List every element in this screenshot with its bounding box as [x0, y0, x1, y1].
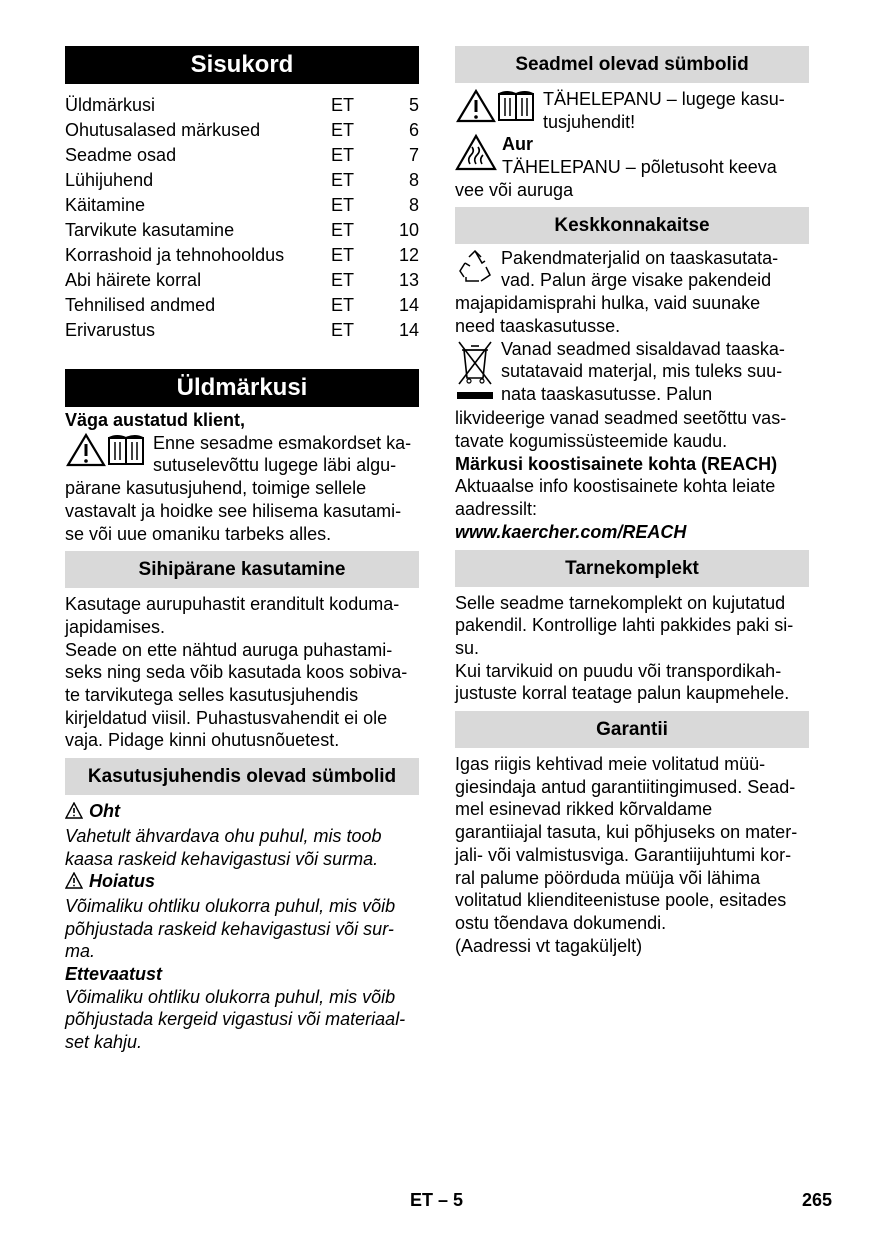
- toc-entry-page: 13: [398, 270, 419, 290]
- toc-entry-lang: ET: [331, 270, 355, 290]
- scope-line: su.: [455, 637, 480, 658]
- caution-line: põhjustada kergeid vigastusi või materiaal-: [65, 1009, 406, 1030]
- packaging-line: majapidamisprahi hulka, vaid suunake: [455, 293, 761, 314]
- footer-page-in-section: – 5: [438, 1190, 464, 1210]
- steam-label: Aur: [502, 134, 533, 155]
- caution-line: set kahju.: [65, 1032, 143, 1053]
- read-manual-line: TÄHELEPANU – lugege kasu-: [543, 89, 785, 109]
- warranty-text: [455, 753, 809, 957]
- toc-entry-lang: ET: [331, 295, 355, 315]
- toc-row[interactable]: [65, 143, 419, 168]
- greeting: Väga austatud klient,: [65, 410, 246, 430]
- toc-entry-lang: ET: [331, 220, 355, 240]
- packaging-line: Pakendmaterjalid on taaskasutata-: [501, 247, 779, 268]
- warranty-line: (Aadressi vt tagaküljelt): [455, 935, 643, 956]
- toc-entry-page: 10: [398, 220, 419, 240]
- warranty-line: volitatud klienditeenistuse poole, esitades: [455, 890, 787, 911]
- crossed-out-bin-icon: [455, 338, 495, 408]
- footer-section-page: [410, 1189, 463, 1212]
- steam-line: TÄHELEPANU – põletusoht keeva: [502, 157, 777, 178]
- hot-steam-warning-icon: [455, 133, 497, 177]
- intended-use-line: Seade on ette nähtud auruga puhastami-: [65, 639, 393, 660]
- toc-entry-lang: ET: [331, 320, 355, 340]
- toc-row[interactable]: [65, 243, 419, 268]
- warning-triangle-icon: [65, 802, 83, 825]
- toc-entry-page: 14: [398, 320, 419, 340]
- general-text-line: Enne sesadme esmakordset ka-: [153, 432, 412, 453]
- toc-entry-page: 7: [408, 145, 419, 165]
- environment-heading: Keskkonnakaitse: [455, 207, 809, 244]
- reach-line: aadressilt:: [455, 499, 538, 520]
- toc-row[interactable]: [65, 218, 419, 243]
- footer-page-number: 265: [802, 1190, 833, 1210]
- intended-use-line: vaja. Pidage kinni ohutusnõuetest.: [65, 730, 340, 751]
- toc-entry-label: Erivarustus: [65, 320, 156, 340]
- read-manual-line: tusjuhendit!: [543, 111, 636, 132]
- toc-entry-label: Lühijuhend: [65, 170, 154, 190]
- scope-heading: Tarnekomplekt: [455, 550, 809, 587]
- general-notice: [65, 432, 419, 546]
- toc-row[interactable]: [65, 318, 419, 343]
- toc-entry-page: 5: [408, 95, 419, 115]
- scope-line: justuste korral teatage palun kaupmehele.: [455, 683, 790, 704]
- toc-entry-label: Seadme osad: [65, 145, 177, 165]
- warning-line: põhjustada raskeid kehavigastusi või sur-: [65, 918, 394, 939]
- old-devices-notice: [455, 338, 809, 453]
- reach-line: Aktuaalse info koostisainete kohta leiate: [455, 476, 776, 497]
- toc-entry-lang: ET: [331, 120, 355, 140]
- toc-entry-lang: ET: [331, 95, 355, 115]
- danger-label: [65, 800, 419, 825]
- toc-heading: Sisukord: [65, 46, 419, 84]
- reach-heading: Märkusi koostisainete kohta (REACH): [455, 453, 778, 474]
- caution-line: Võimaliku ohtliku olukorra puhul, mis võib: [65, 986, 396, 1007]
- right-column: [455, 46, 809, 957]
- intended-use-line: japidamises.: [65, 616, 166, 637]
- warranty-line: Igas riigis kehtivad meie volitatud müü-: [455, 754, 766, 775]
- left-column: [65, 46, 419, 1054]
- warranty-line: garantiiajal tasuta, kui põhjuseks on mater-: [455, 822, 798, 843]
- scope-text: [455, 592, 809, 706]
- toc-entry-lang: ET: [331, 145, 355, 165]
- device-symbols-heading: Seadmel olevad sümbolid: [455, 46, 809, 83]
- old-devices-line: likvideerige vanad seadmed seetõttu vas-: [455, 408, 787, 429]
- toc-entry-label: Abi häirete korral: [65, 270, 202, 290]
- warning-line: Võimaliku ohtliku olukorra puhul, mis võib: [65, 895, 396, 916]
- read-manual-notice: [455, 88, 809, 133]
- warning-read-manual-icon: [455, 88, 537, 130]
- toc-row[interactable]: [65, 93, 419, 118]
- toc-entry-page: 8: [408, 170, 419, 190]
- warning-triangle-icon: [65, 872, 83, 895]
- toc-row[interactable]: [65, 168, 419, 193]
- toc-entry-label: Käitamine: [65, 195, 146, 215]
- toc-entry-label: Tarvikute kasutamine: [65, 220, 235, 240]
- toc-entry-label: Üldmärkusi: [65, 95, 156, 115]
- intended-use-line: seks ning seda võib kasutada koos sobiva-: [65, 662, 408, 683]
- manual-symbols-heading: Kasutusjuhendis olevad sümbolid: [65, 758, 419, 795]
- toc-entry-page: 14: [398, 295, 419, 315]
- footer-section: ET: [410, 1190, 434, 1210]
- intended-use-line: kirjeldatud viisil. Puhastusvahendit ei ole: [65, 707, 388, 728]
- general-text-line: sutuselevõttu lugege läbi algu-: [153, 455, 397, 476]
- intended-use-line: te tarvikutega selles kasutusjuhendis: [65, 685, 359, 706]
- reach-link[interactable]: www.kaercher.com/REACH: [455, 521, 687, 542]
- danger-line: kaasa raskeid kehavigastusi või surma.: [65, 848, 379, 869]
- toc-row[interactable]: [65, 193, 419, 218]
- warranty-heading: Garantii: [455, 711, 809, 748]
- packaging-notice: [455, 247, 809, 338]
- warranty-line: ostu tõendava dokumendi.: [455, 912, 667, 933]
- steam-line: vee või auruga: [455, 179, 574, 200]
- scope-line: Kui tarvikuid on puudu või transpordikah-: [455, 660, 782, 681]
- toc-row[interactable]: [65, 268, 419, 293]
- warning-label-text: Hoiatus: [89, 871, 156, 892]
- toc-entry-label: Korrashoid ja tehnohooldus: [65, 245, 285, 265]
- packaging-line: vad. Palun ärge visake pakendeid: [501, 270, 772, 291]
- caution-label: Ettevaatust: [65, 964, 163, 985]
- old-devices-line: nata taaskasutusse. Palun: [501, 384, 713, 405]
- old-devices-line: Vanad seadmed sisaldavad taaska-: [501, 338, 785, 359]
- scope-line: Selle seadme tarnekomplekt on kujutatud: [455, 592, 786, 613]
- general-text-line: vastavalt ja hoidke see hilisema kasutami-: [65, 500, 402, 521]
- toc-entry-page: 8: [408, 195, 419, 215]
- intended-use-heading: Sihipärane kasutamine: [65, 551, 419, 588]
- intended-use-text: [65, 593, 419, 752]
- intended-use-line: Kasutage aurupuhastit eranditult koduma-: [65, 594, 400, 615]
- old-devices-line: tavate kogumissüsteemide kaudu.: [455, 431, 728, 452]
- warranty-line: ral palume pöörduda müüja või lähima: [455, 867, 761, 888]
- toc-entry-page: 12: [398, 245, 419, 265]
- general-heading: Üldmärkusi: [65, 369, 419, 407]
- warranty-line: jali- või valmistusviga. Garantiijuhtumi kor-: [455, 844, 792, 865]
- warning-line: ma.: [65, 941, 96, 962]
- recycling-icon: [455, 247, 495, 293]
- toc-entry-label: Tehnilised andmed: [65, 295, 216, 315]
- toc-entry-label: Ohutusalased märkused: [65, 120, 261, 140]
- packaging-line: need taaskasutusse.: [455, 315, 621, 336]
- toc-entry-lang: ET: [331, 195, 355, 215]
- warranty-line: giesindaja antud garantiitingimused. Sead-: [455, 776, 796, 797]
- old-devices-line: sutatavaid materjal, mis tuleks suu-: [501, 361, 783, 382]
- toc-row[interactable]: [65, 118, 419, 143]
- warning-read-manual-icon: [65, 432, 147, 474]
- scope-line: pakendil. Kontrollige lahti pakkides paki si-: [455, 615, 794, 636]
- general-text-line: pärane kasutusjuhend, toimige sellele: [65, 478, 367, 499]
- danger-label-text: Oht: [89, 801, 120, 822]
- toc-entry-lang: ET: [331, 245, 355, 265]
- warranty-line: mel esinevad rikked kõrvaldame: [455, 799, 713, 820]
- general-text-line: se või uue omaniku tarbeks alles.: [65, 523, 332, 544]
- danger-line: Vahetult ähvardava ohu puhul, mis toob: [65, 825, 382, 846]
- toc-row[interactable]: [65, 293, 419, 318]
- toc-entry-lang: ET: [331, 170, 355, 190]
- steam-notice: [455, 133, 809, 201]
- table-of-contents: [65, 93, 419, 343]
- toc-entry-page: 6: [408, 120, 419, 140]
- warning-label: [65, 870, 419, 895]
- manual-symbols-text: [65, 800, 419, 1054]
